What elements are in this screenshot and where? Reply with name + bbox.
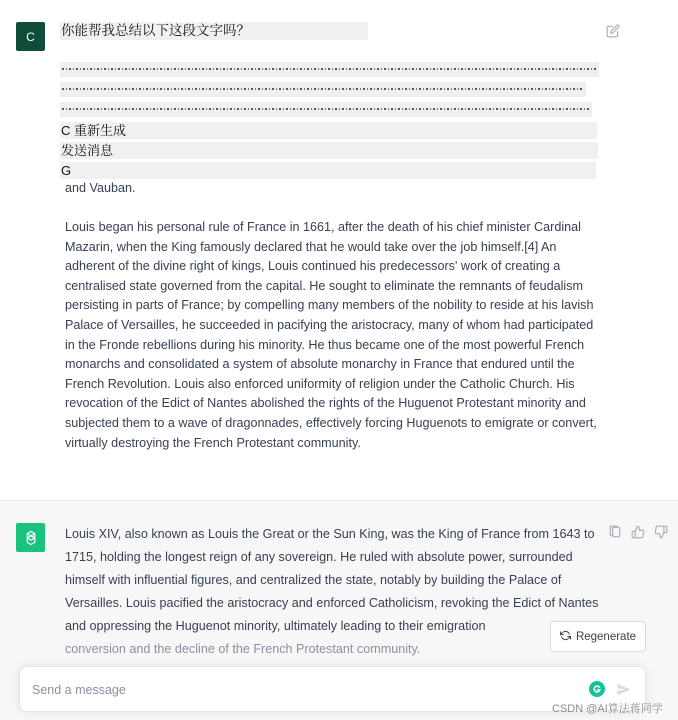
garbled-text-line [60, 82, 586, 97]
message-actions [608, 525, 668, 539]
paragraph-body: Louis began his personal rule of France in 1661, after the death of his chief minister Cardinal Mazarin, when the King famously declared that he would take over the job himself.[4] An adherent of the divine right of kings, Louis continued his predecessors' work of creating a centralised state governed from the capital. He sought to eliminate the remnants of feudalism persisting in parts of France; by compelling many members of the nobility to reside at his lavish Palace of Versailles, he succeeded in pacifying the aristocracy, many of whom had participated in the Fronde rebellions during his minority. He thus became one of the most powerful French monarchs and consolidated a system of absolute monarchy in France that endured until the French Revolution. Louis also enforced uniformity of religion under the Catholic Church. His revocation of the Edict of Nantes abolished the rights of the Huguenot Protestant minority and subjected them to a wave of dragonnades, effectively forcing Huguenots to emigrate or convert, virtually destroying the French Protestant community. [65, 220, 597, 450]
watermark: CSDN @AI算法蒋同学 [552, 703, 663, 715]
openai-logo-icon [16, 523, 45, 552]
user-question: 你能帮我总结以下这段文字吗？ [60, 22, 368, 40]
overlay-g-text: G [60, 162, 596, 179]
user-avatar-letter: C [26, 29, 35, 44]
thumbs-up-icon[interactable] [631, 525, 645, 539]
overlay-regenerate-text: C 重新生成 [60, 122, 597, 139]
answer-text: Louis XIV, also known as Louis the Great or the Sun King, was the King of France from 1643 to 1715, holding the longest reign of any sovereign. He ruled with absolute power, surrounded himself with influential figures, and centralized the state, notably by building the Palace of Versailles. Louis pacified the aristocracy and enforced Catholicism, revoking the Edict of Nantes and oppressing the Huguenot minority, ultimately leading to their emigration [65, 527, 599, 633]
overlay-send-text: 发送消息 [60, 142, 598, 159]
edit-icon[interactable] [606, 24, 620, 38]
thumbs-down-icon[interactable] [654, 525, 668, 539]
assistant-answer [65, 523, 605, 661]
message-input[interactable] [32, 679, 572, 701]
garbled-text-line [60, 102, 592, 117]
garbled-text-line [60, 62, 599, 77]
grammarly-icon[interactable] [589, 681, 605, 697]
answer-faded-text: conversion and the decline of the French Protestant community. [65, 642, 421, 656]
regenerate-label: Regenerate [575, 630, 637, 643]
assistant-message [0, 500, 678, 720]
copy-icon[interactable] [608, 525, 622, 539]
send-icon[interactable] [616, 682, 631, 697]
refresh-icon [560, 630, 571, 644]
paragraph-fragment: and Vauban. [65, 181, 136, 195]
regenerate-button[interactable] [550, 621, 646, 652]
user-avatar [16, 22, 45, 51]
